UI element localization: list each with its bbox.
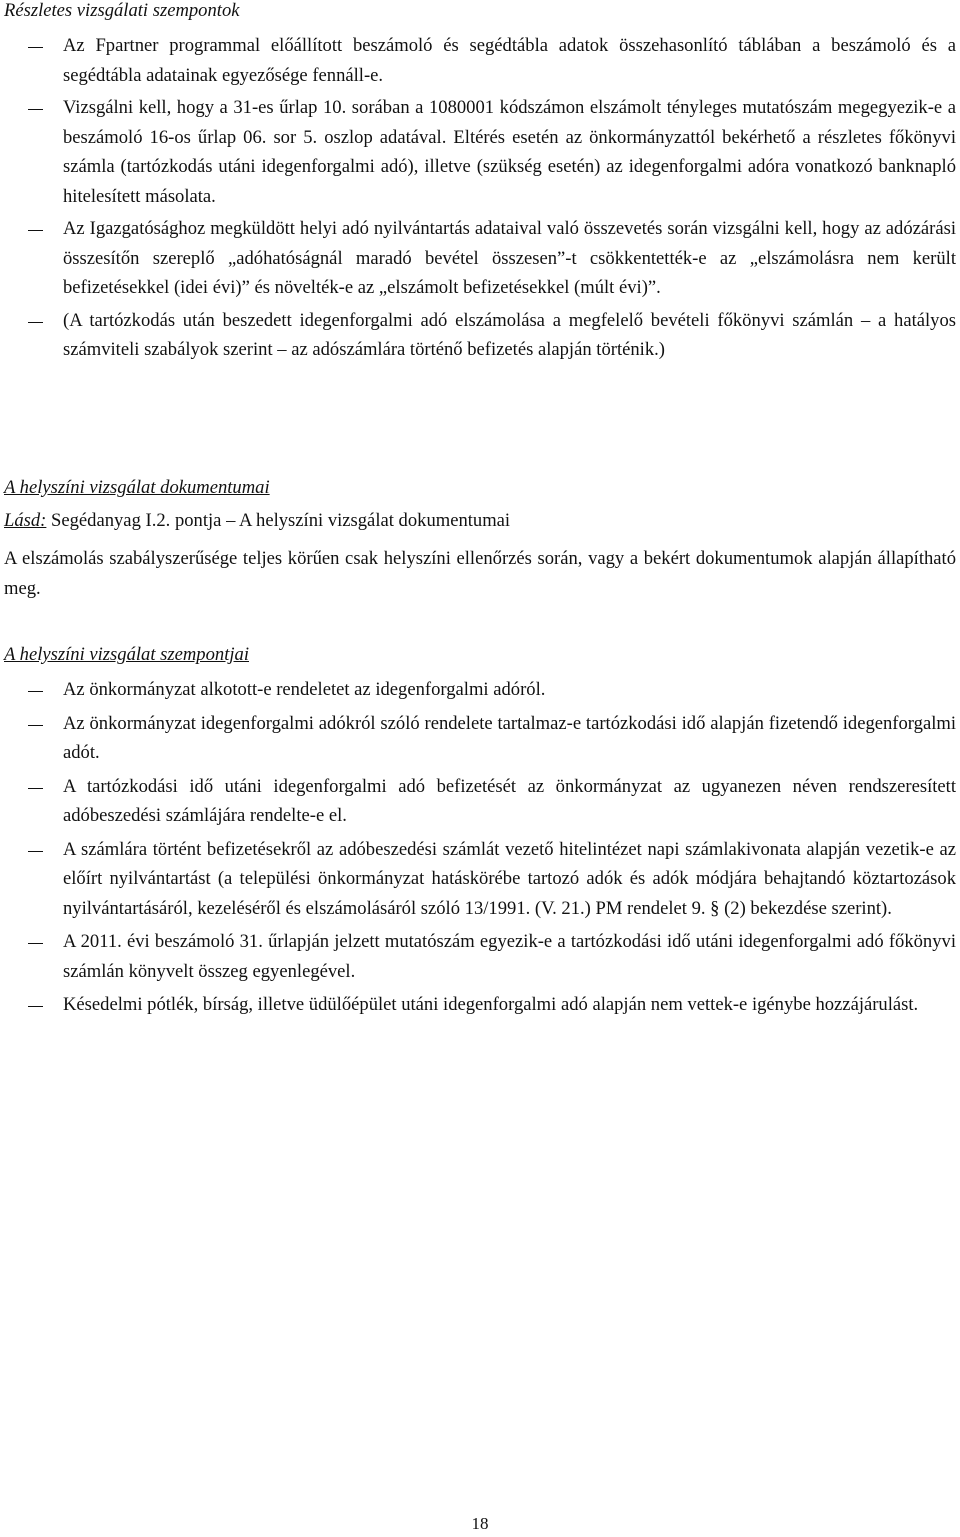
page-number: 18 (471, 1514, 489, 1533)
reference-text: Segédanyag I.2. pontja – A helyszíni vizsgálat dokumentumai (46, 510, 511, 531)
section-title-onsite-criteria: A helyszíni vizsgálat szempontjai (4, 644, 249, 665)
detailed-criteria-list (4, 31, 956, 365)
list-item (4, 772, 956, 831)
dash-bullet-icon (28, 725, 43, 726)
dash-bullet-icon (28, 788, 43, 789)
list-item (4, 306, 956, 365)
list-item (4, 214, 956, 303)
list-item (4, 675, 956, 705)
dash-bullet-icon (28, 1006, 43, 1007)
reference-line (4, 506, 956, 536)
section-title-detailed-criteria: Részletes vizsgálati szempontok (4, 0, 240, 21)
reference-label: Lásd: (4, 510, 47, 531)
list-item-text: Vizsgálni kell, hogy a 31-es űrlap 10. sorában a 1080001 kódszámon elszámolt tényleges mutatószám megegyezik-e a beszámoló 16-os űrlap 06. sor 5. oszlop adatával. Eltérés esetén az önkormányzattól bekérhető a részletes főkönyvi számla (tartózkodás utáni idegenforgalmi adó), illetve (szükség esetén) az idegenforgalmi adóra vonatkozó banknapló hitelesített másolata. (63, 97, 956, 207)
list-item (4, 31, 956, 90)
section-title-documents: A helyszíni vizsgálat dokumentumai (4, 477, 270, 498)
dash-bullet-icon (28, 943, 43, 944)
onsite-criteria-list (4, 675, 956, 1020)
list-item-text: Az Fpartner programmal előállított beszámoló és segédtábla adatok összehasonlító táblában a beszámoló és a segédtábla adatainak egyezősége fennáll-e. (63, 35, 956, 86)
list-item-text: A számlára történt befizetésekről az adóbeszedési számlát vezető hitelintézet napi számlakivonata alapján vezetik-e az előírt nyilvántartást (a települési önkormányzat hatáskörébe tartozó adók és adók módjára behajtandó köztartozások nyilvántartásáról, kezeléséről és elszámolásáról szóló 13/1991. (V. 21.) PM rendelet 9. § (2) bekezdése szerint). (63, 838, 956, 919)
list-item (4, 835, 956, 924)
list-item-text: Az önkormányzat idegenforgalmi adókról szóló rendelete tartalmaz-e tartózkodási idő alapján fizetendő idegenforgalmi adót. (63, 712, 956, 763)
dash-bullet-icon (28, 851, 43, 852)
list-item (4, 927, 956, 986)
list-item (4, 709, 956, 768)
list-item-text: Késedelmi pótlék, bírság, illetve üdülőépület utáni idegenforgalmi adó alapján nem vettek-e igénybe hozzájárulást. (63, 994, 919, 1015)
list-item-text: A 2011. évi beszámoló 31. űrlapján jelzett mutatószám egyezik-e a tartózkodási idő utáni idegenforgalmi adó főkönyvi számlán könyvelt összeg egyenlegével. (63, 931, 956, 982)
list-item-text: A tartózkodási idő utáni idegenforgalmi adó befizetését az önkormányzat az ugyanezen néven rendszeresített adóbeszedési számlájára rendelte-e el. (63, 775, 956, 826)
list-item-text: Az önkormányzat alkotott-e rendeletet az idegenforgalmi adóról. (63, 679, 546, 700)
dash-bullet-icon (28, 691, 43, 692)
documents-paragraph: A elszámolás szabályszerűsége teljes körűen csak helyszíni ellenőrzés során, vagy a bekért dokumentumok alapján állapítható meg. (4, 548, 956, 599)
dash-bullet-icon (28, 230, 43, 231)
list-item (4, 990, 956, 1020)
list-item-text: (A tartózkodás után beszedett idegenforgalmi adó elszámolása a megfelelő bevételi főkönyvi számlán – a hatályos számviteli szabályok szerint – az adószámlára történő befizetés alapján történik.) (63, 309, 956, 360)
list-item (4, 93, 956, 211)
dash-bullet-icon (28, 47, 43, 48)
list-item-text: Az Igazgatósághoz megküldött helyi adó nyilvántartás adataival való összevetés során vizsgálni kell, hogy az adózárási összesítőn szereplő „adóhatóságnál maradó bevétel összesen”-t csökkentették-e az „elszámolásra nem került befizetésekkel (idei évi)” és növelték-e az „elszámolt befizetésekkel (múlt évi)”. (63, 218, 956, 298)
dash-bullet-icon (28, 109, 43, 110)
dash-bullet-icon (28, 322, 43, 323)
